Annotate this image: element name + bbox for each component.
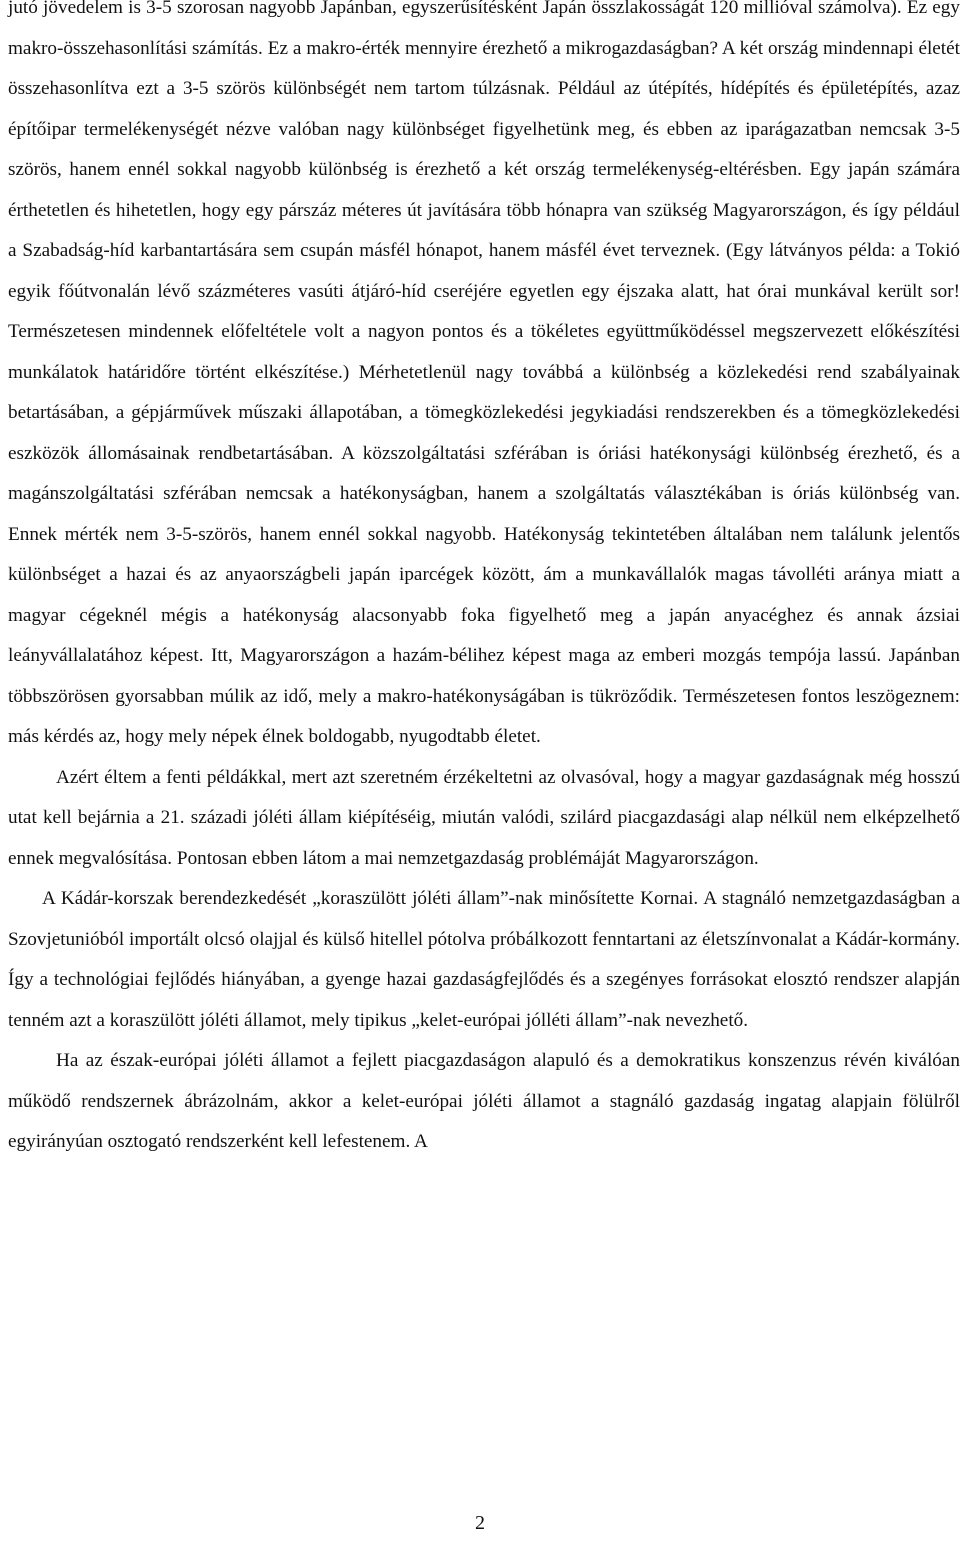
body-paragraph-2: Azért éltem a fenti példákkal, mert azt szeretném érzékeltetni az olvasóval, hogy a magyar gazdaságnak még hosszú utat kell bejárnia a 21. századi jóléti állam kiépítéséig, miután valódi, szilárd piacgazdasági alap nélkül nem elképzelhető ennek megvalósítása. Pontosan ebben látom a mai nemzetgazdaság problémáját Magyarországon. <box>8 766 960 869</box>
page-number: 2 <box>475 1512 485 1534</box>
body-paragraph-1: jutó jövedelem is 3-5 szorosan nagyobb Japánban, egyszerűsítésként Japán összlakosságát 120 millióval számolva). Ez egy makro-összehasonlítási számítás. Ez a makro-érték mennyire érezhető a mikrogazdaságban? A két ország mindennapi életét összehasonlítva ezt a 3-5 szörös különbségét nem tartom túlzásnak. Például az útépítés, hídépítés és épületépítés, azaz építőipar termelékenységét nézve valóban nagy különbséget figyelhetünk meg, és ebben az iparágazatban nemcsak 3-5 szörös, hanem ennél sokkal nagyobb különbség is érezhető a két ország termelékenység-eltérésben. Egy japán számára érthetetlen és hihetetlen, hogy egy párszáz méteres út javítására több hónapra van szükség Magyarországon, és így például a Szabadság-híd karbantartására sem csupán másfél hónapot, hanem másfél évet terveznek. (Egy látványos példa: a Tokió egyik főútvonalán lévő százméteres vasúti átjáró-híd cseréjére egyetlen egy éjszaka alatt, hat órai munkával került sor! Természetesen mindennek előfeltétele volt a nagyon pontos és a tökéletes együttműködéssel megszervezett előkészítési munkálatok határidőre történt elkészítése.) Mérhetetlenül nagy továbbá a különbség a közlekedési rend szabályainak betartásában, a gépjárművek műszaki állapotában, a tömegközlekedési jegykiadási rendszerekben és a tömegközlekedési eszközök állomásainak rendbetartásában. A közszolgáltatási szférában is óriási hatékonysági különbség érezhető, és a magánszolgáltatási szférában nemcsak a hatékonyságban, hanem a szolgáltatás választékában is óriás különbség van. Ennek mérték nem 3-5-szörös, hanem ennél sokkal nagyobb. Hatékonyság tekintetében általában nem találunk jelentős különbséget a hazai és az anyaországbeli japán iparcégek között, ám a munkavállalók magas távolléti aránya miatt a magyar cégeknél mégis a hatékonyság alacsonyabb foka figyelhető meg a japán anyacéghez és annak ázsiai leányvállalatához képest. Itt, Magyarországon a hazám-bélihez képest maga az emberi mozgás tempója lassú. Japánban többszörösen gyorsabban múlik az idő, mely a makro-hatékonyságában is tükröződik. Természetesen fontos leszögeznem: más kérdés az, hogy mely népek élnek boldogabb, nyugodtabb életet. <box>8 0 960 747</box>
body-paragraph-4: Ha az észak-európai jóléti államot a fejlett piacgazdaságon alapuló és a demokratikus konszenzus révén kiválóan működő rendszernek ábrázolnám, akkor a kelet-európai jóléti államot a stagnáló gazdaság ingatag alapjain fölülről egyirányúan osztogató rendszerként kell lefestenem. A <box>8 1050 960 1152</box>
body-paragraph-3: A Kádár-korszak berendezkedését „koraszülött jóléti állam”-nak minősítette Kornai. A stagnáló nemzetgazdaságban a Szovjetunióból importált olcsó olajjal és külső hitellel pótolva próbálkozott fenntartani az életszínvonalat a Kádár-kormány. Így a technológiai fejlődés hiányában, a gyenge hazai gazdaságfejlődés és a szegényes forrásokat elosztó rendszer alapján tenném azt a koraszülött jóléti államot, mely tipikus „kelet-európai jólléti állam”-nak nevezhető. <box>8 888 960 1031</box>
document-page <box>8 0 960 1163</box>
